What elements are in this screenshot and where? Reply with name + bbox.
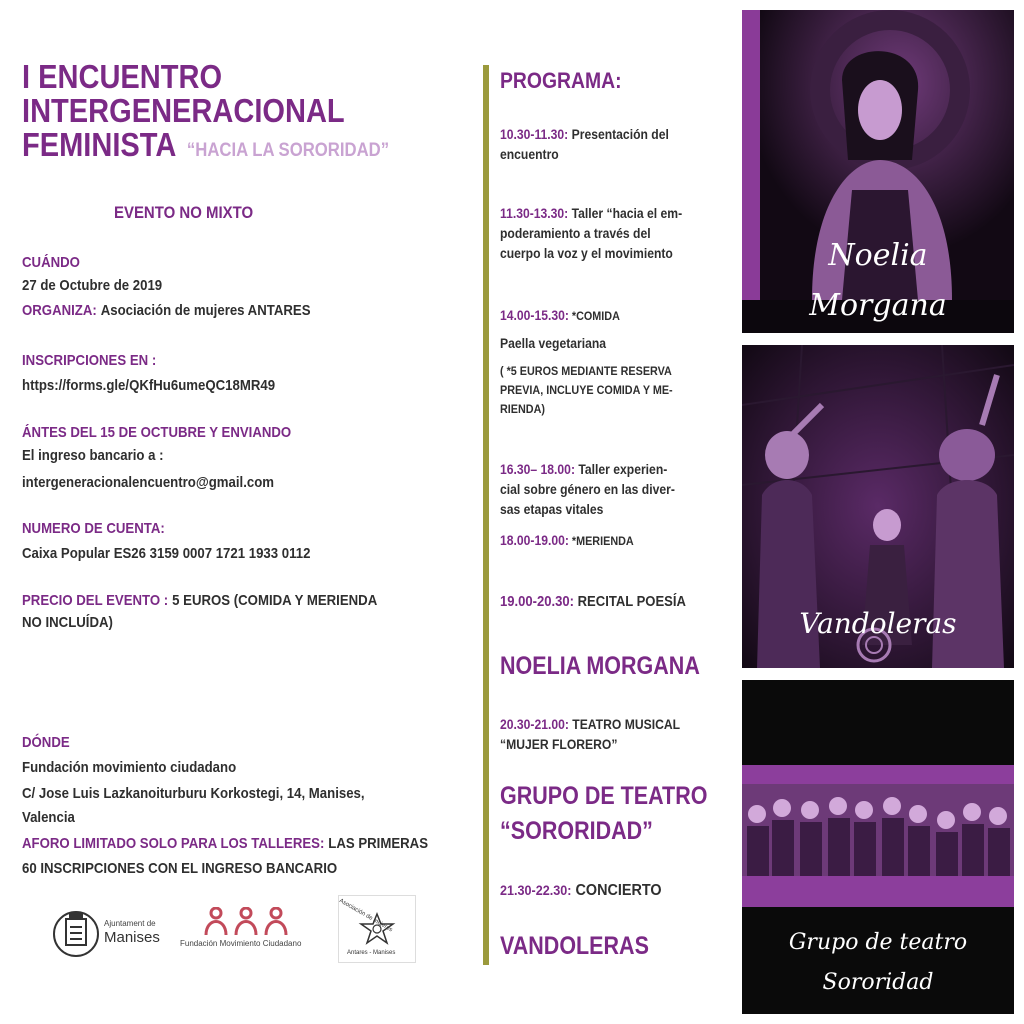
note-line-3: RIENDA) — [500, 402, 545, 416]
singer-figure-icon — [742, 10, 1014, 333]
program-text-3: cuerpo la voz y el movimiento — [500, 246, 673, 261]
title-line-1: I ENCUENTRO — [22, 58, 223, 95]
fundacion-text: Fundación Movimiento Ciudadano — [180, 939, 302, 948]
donde-line-1: Fundación movimiento ciudadano — [22, 759, 237, 776]
performer-grupo-1: GRUPO DE TEATRO — [500, 782, 708, 810]
program-text-2: “MUJER FLORERO” — [500, 737, 618, 752]
donde-label: DÓNDE — [22, 734, 70, 751]
photo-grupo-teatro — [742, 680, 1014, 1014]
antares-bottom-text: Antares - Manises — [347, 950, 396, 956]
program-time: 20.30-21.00: — [500, 717, 569, 732]
group-photo-figures-icon — [742, 784, 1014, 884]
photo-vandoleras — [742, 345, 1014, 668]
title-line-3-wrap — [22, 128, 409, 168]
donde-line-3: Valencia — [22, 809, 75, 826]
program-time: 10.30-11.30: — [500, 127, 569, 142]
inscripciones-link[interactable]: https://forms.gle/QKfHu6umeQC18MR49 — [22, 377, 276, 394]
program-time: 16.30– 18.00: — [500, 462, 575, 477]
event-tagline: EVENTO NO MIXTO — [114, 203, 254, 222]
photo-noelia-morgana — [742, 10, 1014, 333]
title-line-3: FEMINISTA — [22, 126, 177, 163]
inscripciones-label: INSCRIPCIONES EN : — [22, 352, 157, 369]
note-line-2: PREVIA, INCLUYE COMIDA Y ME- — [500, 383, 673, 397]
column-divider — [483, 65, 489, 965]
aforo-value: LAS PRIMERAS — [328, 835, 429, 852]
event-subtitle: “HACIA LA SORORIDAD” — [186, 140, 390, 161]
program-text: *MERIENDA — [568, 534, 634, 548]
precio-row — [22, 592, 377, 610]
cuenta-label: NUMERO DE CUENTA: — [22, 520, 165, 537]
program-time: 19.00-20.30: — [500, 594, 575, 610]
program-text-2: encuentro — [500, 147, 559, 162]
program-item — [500, 204, 734, 264]
precio-label: PRECIO DEL EVENTO : — [22, 592, 169, 609]
antares-top-text: Asociación de mujeres — [338, 898, 394, 934]
note-line-1: ( *5 EUROS MEDIANTE RESERVA — [500, 364, 672, 378]
cuando-value: 27 de Octubre de 2019 — [22, 277, 163, 294]
program-item — [500, 306, 734, 326]
program-item — [500, 125, 734, 165]
program-text: CONCIERTO — [571, 882, 662, 899]
program-item — [500, 880, 734, 901]
organiza-row — [22, 302, 311, 320]
program-text: TEATRO MUSICAL — [568, 717, 681, 732]
program-item-sub: Paella vegetariana — [500, 336, 607, 351]
grupo-caption-1: Grupo de teatro — [788, 930, 968, 955]
program-item — [500, 460, 734, 520]
program-text: Presentación del — [568, 127, 669, 142]
vandoleras-caption: Vandoleras — [799, 607, 957, 640]
organiza-value: Asociación de mujeres ANTARES — [100, 302, 311, 319]
noelia-caption-2: Morgana — [809, 288, 947, 323]
program-text: RECITAL POESÍA — [574, 594, 686, 610]
program-time: 21.30-22.30: — [500, 882, 572, 898]
ajuntament-logo — [52, 905, 172, 963]
antes-label: ÁNTES DEL 15 DE OCTUBRE Y ENVIANDO — [22, 424, 292, 441]
noelia-caption-1: Noelia — [828, 238, 928, 273]
ajuntament-big-text: Manises — [104, 929, 160, 946]
donde-line-2: C/ Jose Luis Lazkanoiturburu Korkostegi, 14, Manises, — [22, 785, 365, 802]
antares-logo — [338, 895, 416, 963]
performer-noelia: NOELIA MORGANA — [500, 652, 700, 680]
program-item — [500, 715, 734, 755]
program-text-2: cial sobre género en las diver- — [500, 482, 675, 497]
fundacion-logo — [180, 905, 320, 955]
aforo-row — [22, 835, 428, 853]
cuando-label: CUÁNDO — [22, 254, 80, 271]
aforo-label: AFORO LIMITADO SOLO PARA LOS TALLERES: — [22, 835, 325, 852]
program-time: 14.00-15.30: — [500, 308, 569, 323]
precio-value: 5 EUROS (COMIDA Y MERIENDA — [172, 592, 378, 609]
ajuntament-small-text: Ajuntament de — [104, 919, 156, 928]
program-time: 18.00-19.00: — [500, 533, 569, 548]
event-title — [22, 60, 409, 168]
manises-crest-icon — [52, 905, 100, 963]
reserva-note — [500, 362, 734, 419]
program-time: 11.30-13.30: — [500, 206, 569, 221]
email-link[interactable]: intergeneracionalencuentro@gmail.com — [22, 474, 275, 491]
antares-face-icon — [357, 910, 397, 946]
cuenta-value: Caixa Popular ES26 3159 0007 1721 1933 0112 — [22, 545, 311, 562]
program-text-3: sas etapas vitales — [500, 502, 604, 517]
grupo-caption-2: Sororidad — [822, 970, 934, 995]
fundacion-figures-icon — [198, 907, 298, 937]
program-text: Taller experien- — [574, 462, 668, 477]
aforo-value-2: 60 INSCRIPCIONES CON EL INGRESO BANCARIO — [22, 860, 338, 877]
ingreso-text: El ingreso bancario a : — [22, 447, 164, 464]
performer-vandoleras: VANDOLERAS — [500, 932, 649, 960]
program-text: Taller “hacia el em- — [568, 206, 683, 221]
precio-value-2: NO INCLUÍDA) — [22, 614, 113, 631]
title-line-2: INTERGENERACIONAL — [22, 92, 345, 129]
program-item — [500, 592, 734, 612]
program-item — [500, 531, 734, 551]
program-text: *COMIDA — [568, 309, 620, 323]
program-text-2: poderamiento a través del — [500, 226, 651, 241]
organiza-label: ORGANIZA: — [22, 302, 97, 319]
programa-heading: PROGRAMA: — [500, 68, 622, 93]
performer-grupo-2: “SORORIDAD” — [500, 817, 653, 845]
